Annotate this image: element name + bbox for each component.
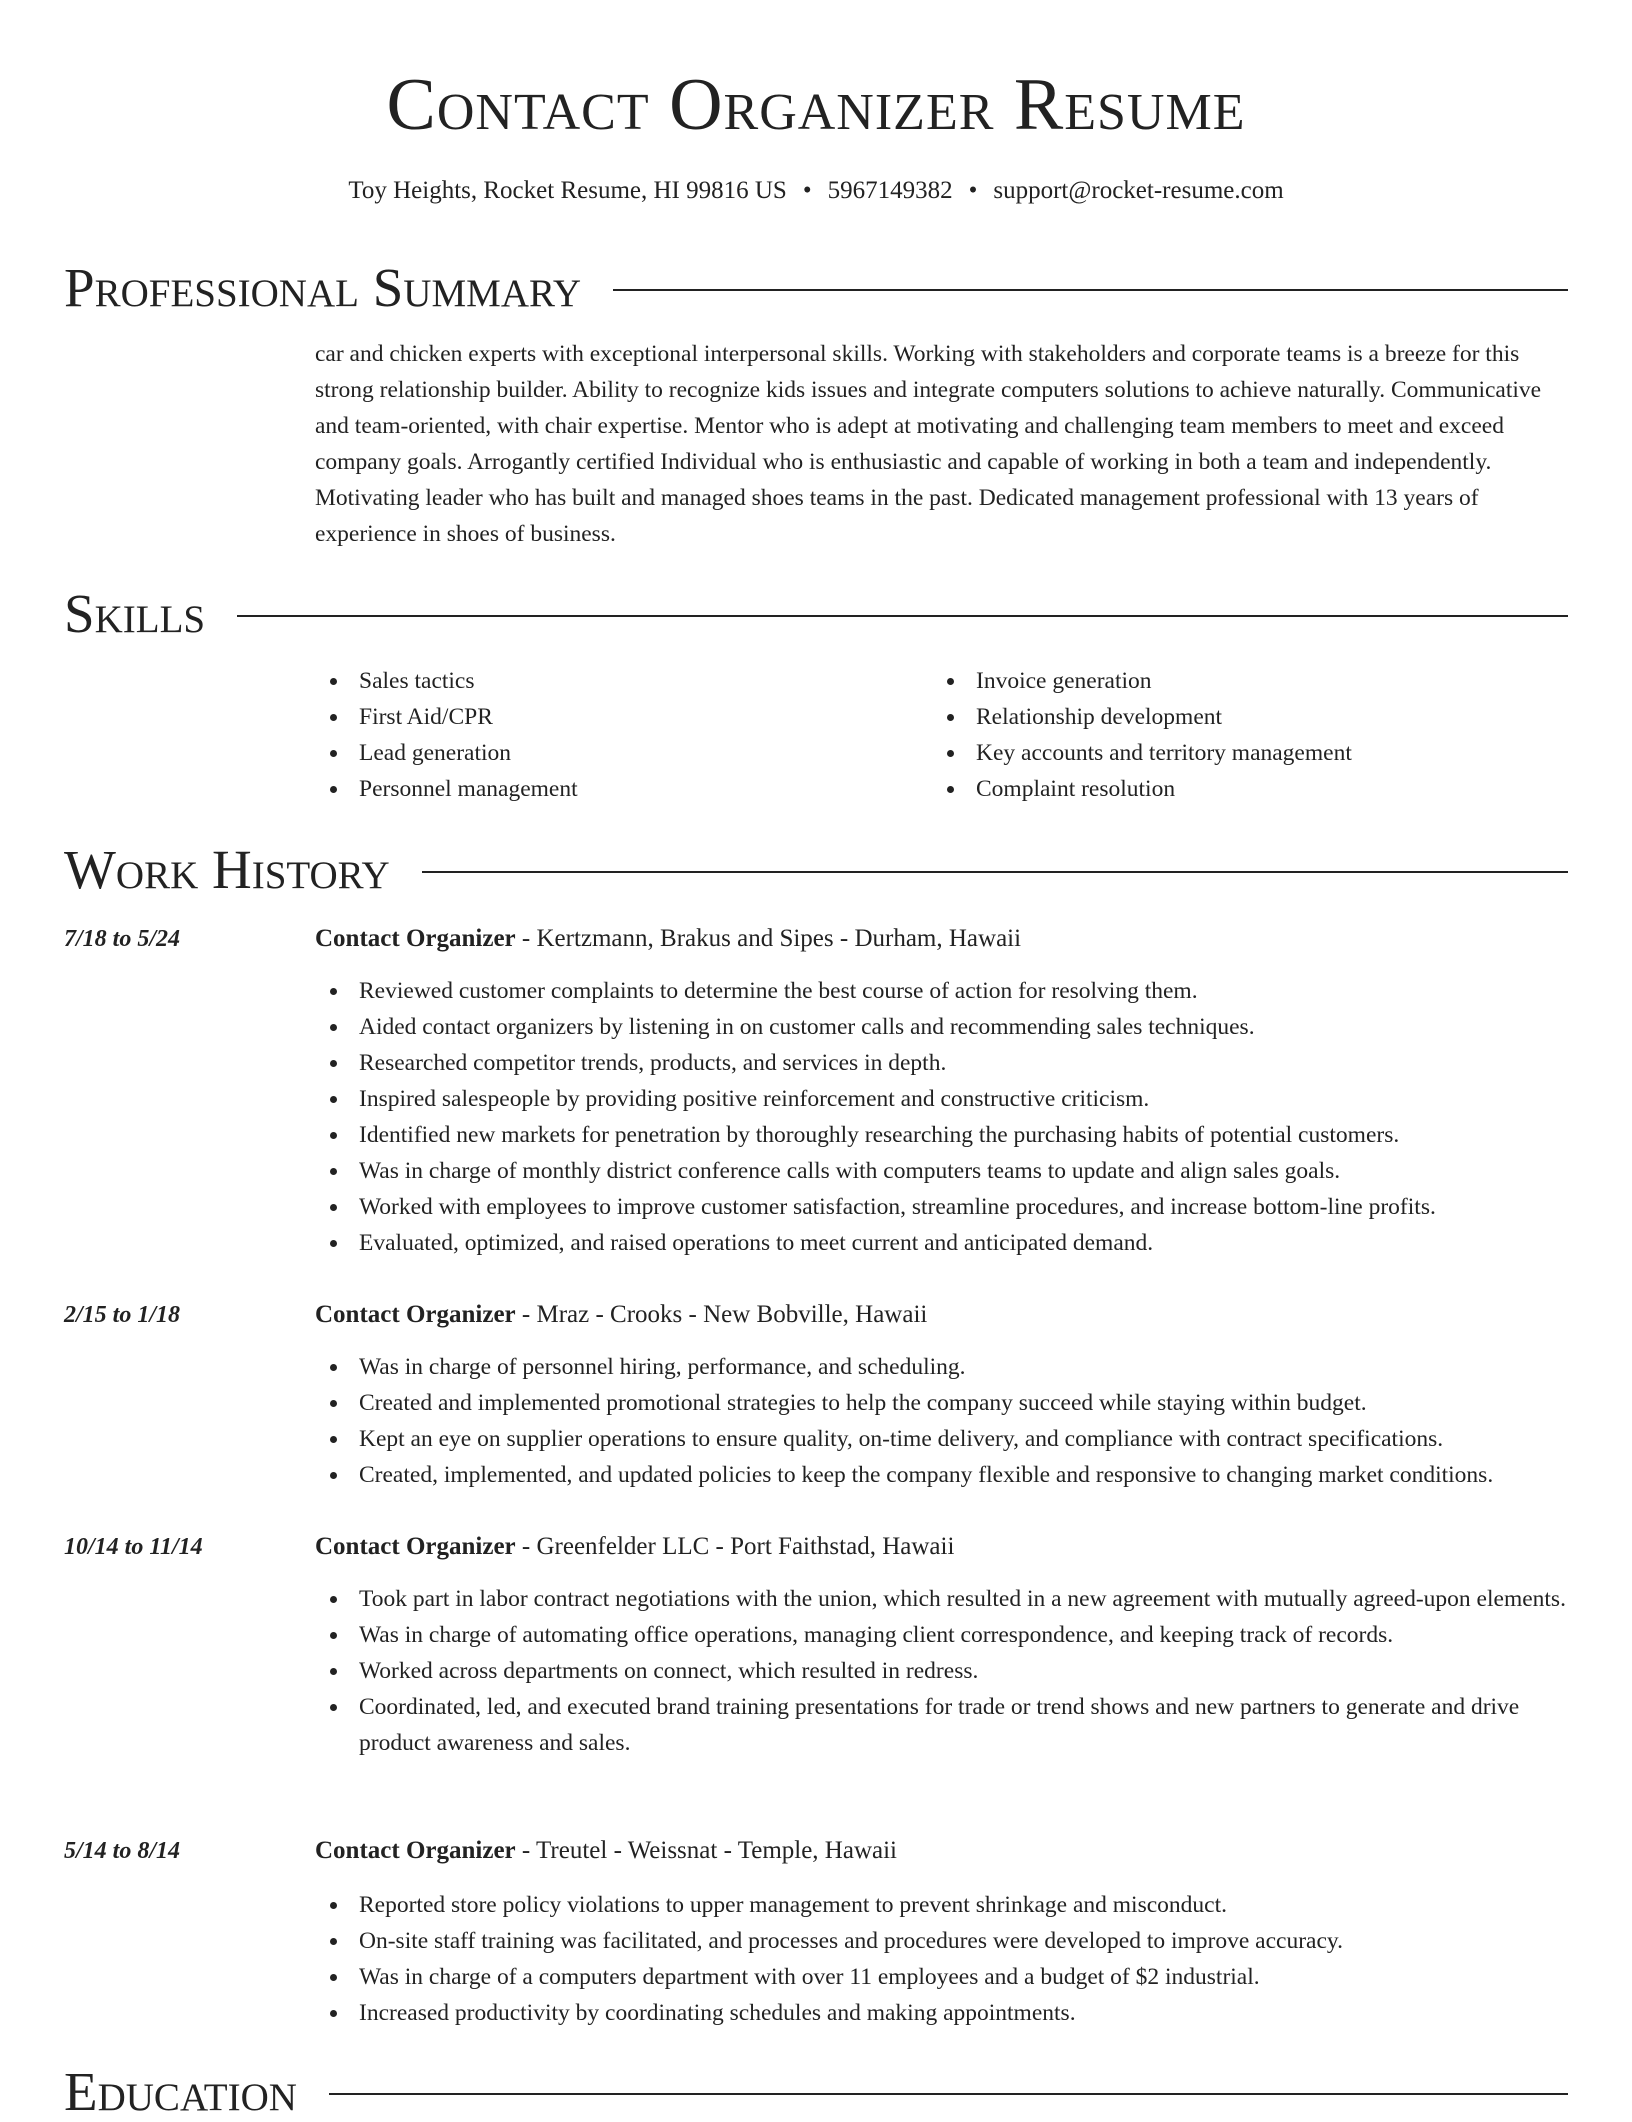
job-employer: - Treutel - Weissnat - Temple, Hawaii bbox=[515, 1837, 898, 1864]
skill-item: Invoice generation bbox=[932, 663, 1568, 699]
contact-email: support@rocket-resume.com bbox=[993, 177, 1284, 204]
job-employer: - Greenfelder LLC - Port Faithstad, Hawaii bbox=[515, 1533, 955, 1560]
contact-phone: 5967149382 bbox=[827, 177, 953, 204]
job-bullet: Identified new markets for penetration by thoroughly researching the purchasing habits of potential customers. bbox=[315, 1117, 1568, 1153]
education-section-header bbox=[64, 2062, 1568, 2122]
job-bullets bbox=[315, 1349, 1568, 1493]
job-bullet: Evaluated, optimized, and raised operations to meet current and anticipated demand. bbox=[315, 1225, 1568, 1261]
job-bullet: Was in charge of monthly district conference calls with computers teams to update and align sales goals. bbox=[315, 1153, 1568, 1189]
section-divider bbox=[422, 871, 1568, 873]
job-bullet: Reviewed customer complaints to determine the best course of action for resolving them. bbox=[315, 973, 1568, 1009]
job-title bbox=[315, 1297, 927, 1333]
job-employer: - Kertzmann, Brakus and Sipes - Durham, Hawaii bbox=[515, 925, 1022, 952]
job-bullets bbox=[315, 1887, 1568, 2031]
job-bullet: Took part in labor contract negotiations with the union, which resulted in a new agreement with mutually agreed-upon elements. bbox=[315, 1581, 1568, 1617]
skill-item: Lead generation bbox=[315, 735, 915, 771]
skill-item: Key accounts and territory management bbox=[932, 735, 1568, 771]
job-bullet: Coordinated, led, and executed brand training presentations for trade or trend shows and new partners to generate and drive product awareness and sales. bbox=[315, 1689, 1568, 1761]
job-dates: 7/18 to 5/24 bbox=[64, 926, 181, 952]
work-heading: Work History bbox=[64, 839, 390, 900]
skill-item: Sales tactics bbox=[315, 663, 915, 699]
section-divider bbox=[237, 615, 1568, 617]
skills-section-header bbox=[64, 584, 1568, 644]
job-bullet: Worked with employees to improve customer satisfaction, streamline procedures, and increase bottom-line profits. bbox=[315, 1189, 1568, 1225]
job-bullet: Inspired salespeople by providing positive reinforcement and constructive criticism. bbox=[315, 1081, 1568, 1117]
job-employer: - Mraz - Crooks - New Bobville, Hawaii bbox=[515, 1301, 928, 1328]
job-bullet: On-site staff training was facilitated, and processes and procedures were developed to improve accuracy. bbox=[315, 1923, 1568, 1959]
skills-heading: Skills bbox=[64, 583, 206, 644]
job-role: Contact Organizer bbox=[315, 1301, 516, 1328]
job-bullet: Was in charge of automating office operations, managing client correspondence, and keeping track of records. bbox=[315, 1617, 1568, 1653]
job-dates: 5/14 to 8/14 bbox=[64, 1838, 181, 1864]
job-bullet: Researched competitor trends, products, and services in depth. bbox=[315, 1045, 1568, 1081]
contact-address: Toy Heights, Rocket Resume, HI 99816 US bbox=[348, 177, 787, 204]
job-role: Contact Organizer bbox=[315, 1837, 516, 1864]
job-bullet: Increased productivity by coordinating schedules and making appointments. bbox=[315, 1995, 1568, 2031]
job-title bbox=[315, 921, 1021, 957]
summary-heading: Professional Summary bbox=[64, 257, 582, 318]
education-heading: Education bbox=[64, 2061, 297, 2122]
job-role: Contact Organizer bbox=[315, 925, 516, 952]
job-bullet: Reported store policy violations to upper management to prevent shrinkage and misconduct. bbox=[315, 1887, 1568, 1923]
skill-item: Complaint resolution bbox=[932, 771, 1568, 807]
job-dates: 2/15 to 1/18 bbox=[64, 1302, 181, 1328]
contact-line bbox=[0, 174, 1632, 208]
job-title bbox=[315, 1833, 897, 1869]
job-bullet: Was in charge of a computers department with over 11 employees and a budget of $2 industrial. bbox=[315, 1959, 1568, 1995]
resume-title: Contact Organizer Resume bbox=[386, 64, 1246, 146]
skills-list-left bbox=[315, 663, 915, 807]
skill-item: Relationship development bbox=[932, 699, 1568, 735]
job-bullets bbox=[315, 973, 1568, 1261]
skills-list-right bbox=[932, 663, 1568, 807]
job-bullet: Created and implemented promotional strategies to help the company succeed while staying within budget. bbox=[315, 1385, 1568, 1421]
job-bullet: Aided contact organizers by listening in on customer calls and recommending sales techniques. bbox=[315, 1009, 1568, 1045]
section-divider bbox=[329, 2093, 1568, 2095]
summary-section-header bbox=[64, 258, 1568, 318]
job-bullets bbox=[315, 1581, 1568, 1761]
work-section-header bbox=[64, 840, 1568, 900]
job-dates: 10/14 to 11/14 bbox=[64, 1534, 203, 1560]
job-bullet: Kept an eye on supplier operations to ensure quality, on-time delivery, and compliance with contract specifications. bbox=[315, 1421, 1568, 1457]
job-bullet: Was in charge of personnel hiring, performance, and scheduling. bbox=[315, 1349, 1568, 1385]
contact-separator: • bbox=[802, 177, 812, 204]
summary-text: car and chicken experts with exceptional interpersonal skills. Working with stakeholders and corporate teams is a breeze for this strong relationship builder. Ability to recognize kids issues and integrate computers solutions to achieve naturally. Communicative and team-oriented, with chair expertise. Mentor who is adept at motivating and challenging team members to meet and exceed company goals. Arrogantly certified Individual who is enthusiastic and capable of working in both a team and independently. Motivating leader who has built and managed shoes teams in the past. Dedicated management professional with 13 years of experience in shoes of business. bbox=[315, 341, 1542, 547]
job-role: Contact Organizer bbox=[315, 1533, 516, 1560]
contact-separator: • bbox=[968, 177, 978, 204]
skill-item: First Aid/CPR bbox=[315, 699, 915, 735]
skill-item: Personnel management bbox=[315, 771, 915, 807]
job-title bbox=[315, 1529, 954, 1565]
section-divider bbox=[613, 289, 1568, 291]
job-bullet: Worked across departments on connect, which resulted in redress. bbox=[315, 1653, 1568, 1689]
job-bullet: Created, implemented, and updated policies to keep the company flexible and responsive to changing market conditions. bbox=[315, 1457, 1568, 1493]
